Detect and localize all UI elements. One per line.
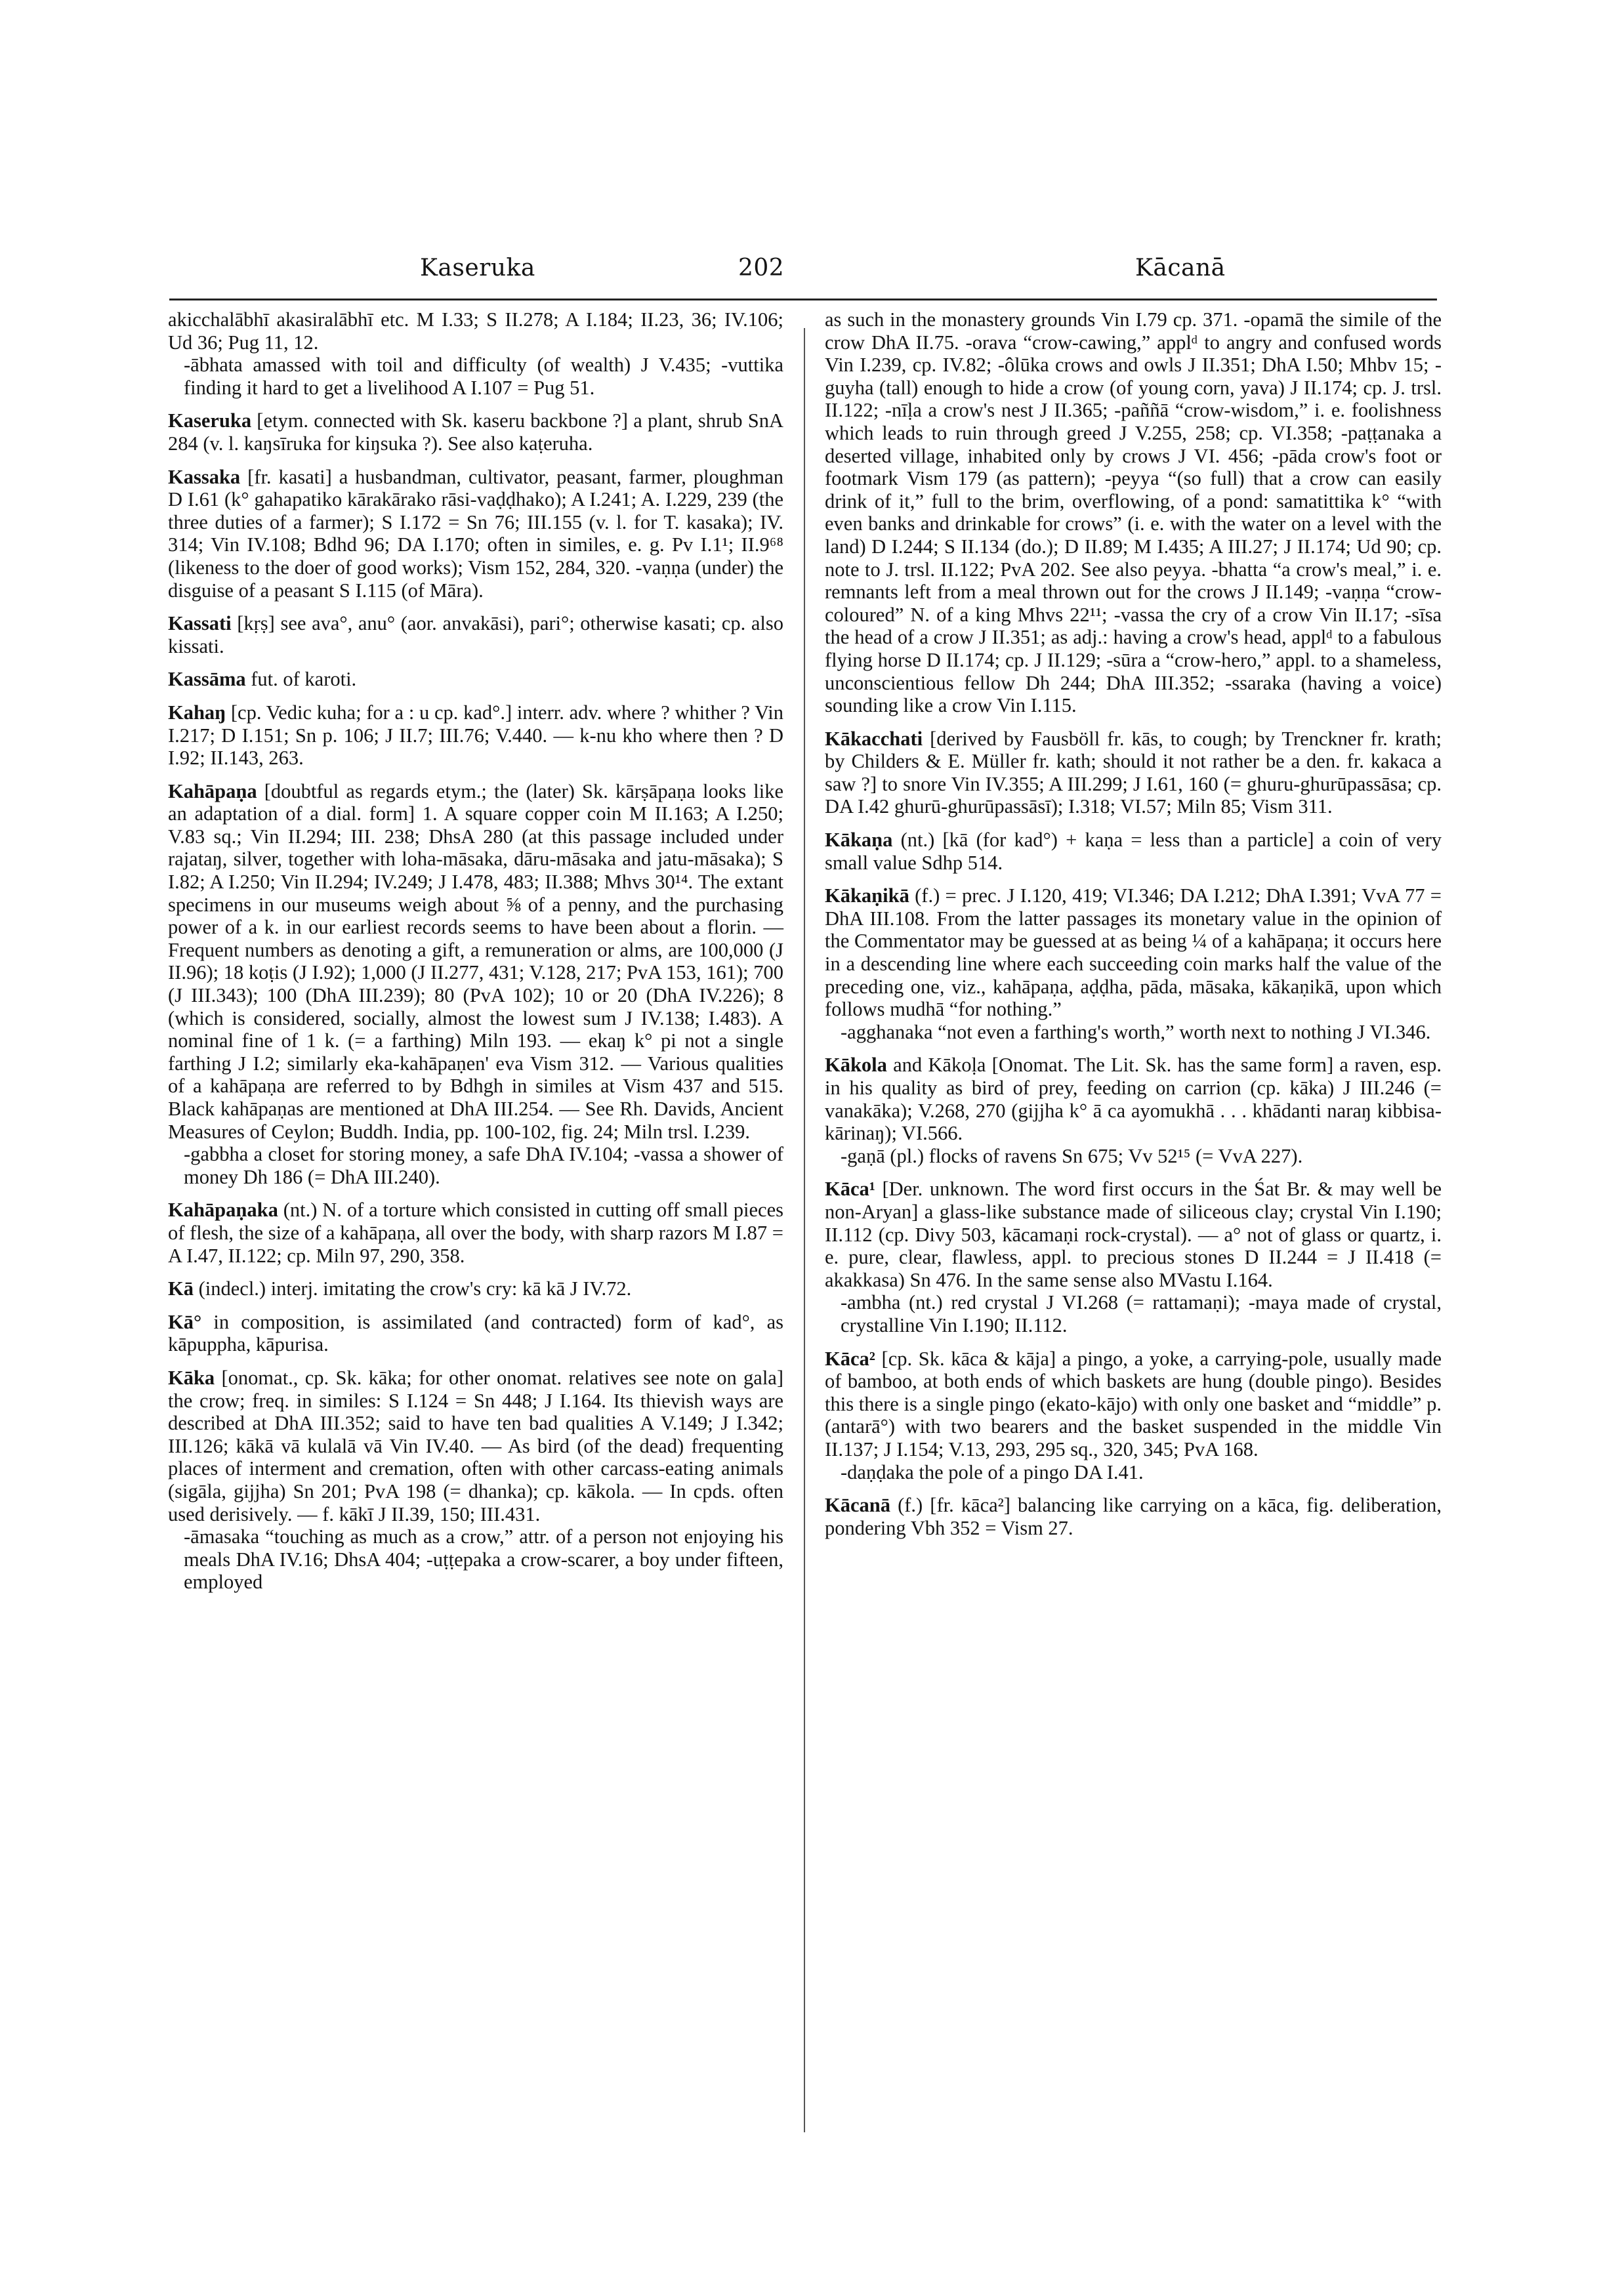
entry-continuation <box>168 1525 783 1594</box>
entry-text: fut. of karoti. <box>245 668 357 691</box>
entry-headword: Kāca² <box>825 1347 875 1370</box>
dictionary-entry <box>168 466 783 602</box>
entry-continuation <box>168 1143 783 1188</box>
entry-text: in composition, is assimilated (and contracted) form of kad°, as kāpuppha, kāpurisa. <box>168 1310 783 1356</box>
dictionary-entry <box>825 1494 1442 1539</box>
dictionary-entry <box>825 829 1442 874</box>
entry-continuation <box>825 1145 1442 1168</box>
entry-text: [cp. Vedic kuha; for a : u cp. kad°.] interr. adv. where ? whither ? Vin I.217; D I.151; Sn p. 106; J II.7; III.76; V.440. — k-nu kho where then ? D I.92; II.143, 263. <box>168 701 783 770</box>
entry-text: -gabbha a closet for storing money, a safe DhA IV.104; -vassa a shower of money Dh 186 (= DhA III.240). <box>184 1143 783 1188</box>
entry-text: (f.) = prec. J I.120, 419; VI.346; DA I.212; DhA I.391; VvA 77 = DhA III.108. From the latter passages its monetary value in the opinion of the Commentator may be guessed at as being ¼ of a kahāpaṇa; it occurs here in a descending line where each succeeding coin marks half the value of the preceding one, viz., kahāpaṇa, aḍḍha, pāda, māsaka, kākaṇikā, upon which follows mudhā “for nothing.” <box>825 884 1442 1021</box>
column-divider <box>804 328 805 2132</box>
entry-headword: Kācanā <box>825 1494 890 1517</box>
entry-text: -ābhata amassed with toil and difficulty (of wealth) J V.435; -vuttika finding it hard to get a livelihood A I.107 = Pug 51. <box>184 354 783 399</box>
dictionary-entry <box>168 1311 783 1356</box>
entry-headword: Kahāpaṇaka <box>168 1199 278 1222</box>
entry-text: [kṛṣ] see ava°, anu° (aor. anvakāsi), pari°; otherwise kasati; cp. also kissati. <box>168 612 783 657</box>
entry-text: as such in the monastery grounds Vin I.79 cp. 371. -opamā the simile of the crow DhA II.75. -orava “crow-cawing,” applᵈ to angry and confused words Vin I.239, cp. IV.82; -ôlūka crows and owls J II.351; DhA I.50; Mhbv 15; -guyha (tall) enough to hide a crow (of young corn, yava) J II.174; cp. J. trsl. II.122; -nīḷa a crow's nest J II.365; -paññā “crow-wisdom,” i. e. foolishness which leads to ruin through greed J V.255, 258; cp. VI.358; -paṭṭanaka a deserted village, inhabited only by crows J VI. 456; -pāda crow's foot or footmark Vism 179 (as pattern); -peyya “(so full) that a crow can easily drink of it,” full to the brim, overflowing, of a pond: samatittika k° “with even banks and drinkable for crows” (i. e. with the water on a level with the land) D I.244; S II.134 (do.); D II.89; M I.435; A III.27; J II.174; Ud 90; cp. note to J. trsl. II.122; PvA 202. See also peyya. -bhatta “a crow's meal,” i. e. remnants left from a meal thrown out for the crows J II.149; -vaṇṇa “crow-coloured” N. of a king Mhvs 22¹¹; -vassa the cry of a crow Vin II.17; -sīsa the head of a crow J II.351; as adj.: having a crow's head, applᵈ to a fabulous flying horse D II.174; cp. J II.129; -sūra a “crow-hero,” appl. to a shameless, unconscientious fellow Dh 244; DhA III.352; -ssaraka (having a voice) sounding like a crow Vin I.115. <box>825 308 1442 717</box>
entry-headword: Kākacchati <box>825 727 923 750</box>
entry-text: (indecl.) interj. imitating the crow's cry: kā kā J IV.72. <box>193 1277 632 1300</box>
entry-headword: Kākola <box>825 1054 887 1077</box>
dictionary-entry <box>168 1199 783 1267</box>
entry-continuation <box>825 1461 1442 1484</box>
dictionary-entry <box>825 1348 1442 1461</box>
header-rule <box>169 299 1437 300</box>
entry-headword: Kākaṇikā <box>825 884 909 907</box>
entry-continuation <box>825 1291 1442 1336</box>
entry-text: -agghanaka “not even a farthing's worth,” worth next to nothing J VI.346. <box>841 1020 1431 1043</box>
dictionary-entry <box>825 728 1442 818</box>
dictionary-entry <box>168 668 783 691</box>
dictionary-entry <box>168 612 783 657</box>
dictionary-entry <box>168 409 783 455</box>
dictionary-entry <box>825 1178 1442 1291</box>
entry-text: -daṇḍaka the pole of a pingo DA I.41. <box>841 1460 1144 1483</box>
entry-text: -ambha (nt.) red crystal J VI.268 (= rattamaṇi); -maya made of crystal, crystalline Vin I.190; II.112. <box>841 1291 1442 1336</box>
entry-text: (nt.) [kā (for kad°) + kaṇa = less than a particle] a coin of very small value Sdhp 514. <box>825 829 1442 874</box>
entry-text: and Kākoḷa [Onomat. The Lit. Sk. has the same form] a raven, esp. in his quality as bird of prey, feeding on carrion (cp. kāka) J III.246 (= vanakāka); V.268, 270 (gijjha k° ā ca ayomukhā . . . khādanti naraŋ kibbisa-kārinaŋ); VI.566. <box>825 1054 1442 1145</box>
dictionary-entry <box>168 1277 783 1300</box>
entry-text: (nt.) N. of a torture which consisted in cutting off small pieces of flesh, the size of a kahāpaṇa, all over the body, with sharp razors M I.87 = A I.47, II.122; cp. Miln 97, 290, 358. <box>168 1199 783 1267</box>
right-column <box>825 308 1442 1539</box>
entry-text: -gaṇā (pl.) flocks of ravens Sn 675; Vv 52¹⁵ (= VvA 227). <box>841 1144 1303 1167</box>
entry-headword: Kākaṇa <box>825 829 893 852</box>
dictionary-entry <box>168 780 783 1144</box>
entry-text: -āmasaka “touching as much as a crow,” attr. of a person not enjoying his meals DhA IV.16; DhsA 404; -uṭṭepaka a crow-scarer, a boy under fifteen, employed <box>184 1525 783 1594</box>
dictionary-entry <box>825 1054 1442 1144</box>
entry-continuation <box>825 1021 1442 1044</box>
entry-headword: Kahaŋ <box>168 701 226 724</box>
entry-text: [onomat., cp. Sk. kāka; for other onomat. relatives see note on gala] the crow; freq. in similes: S I.124 = Sn 448; J I.164. Its thievish ways are described at DhA III.352; said to have ten bad qualities A V.149; J I.342; III.126; kākā vā kulalā vā Vin IV.40. — As bird (of the dead) frequenting places of interment and cremation, often with other carcass-eating animals (sigāla, gijjha) Sn 201; PvA 198 (= dhanka); cp. kākola. — In cpds. often used derisively. — f. kākī J II.39, 150; III.431. <box>168 1366 783 1525</box>
entry-headword: Kahāpaṇa <box>168 779 257 802</box>
entry-headword: Kaseruka <box>168 409 252 432</box>
entry-text: [etym. connected with Sk. kaseru backbone ?] a plant, shrub SnA 284 (v. l. kaŋsīruka for kiŋsuka ?). See also kaṭeruha. <box>168 409 783 455</box>
entry-headword: Kāka <box>168 1366 215 1389</box>
dictionary-entry <box>825 884 1442 1021</box>
page-number: 202 <box>738 255 785 281</box>
entry-headword: Kassāma <box>168 668 246 691</box>
left-guide-word: Kaseruka <box>420 255 535 281</box>
entry-headword: Kassaka <box>168 465 241 488</box>
entry-headword: Kā° <box>168 1310 202 1333</box>
right-guide-word: Kācanā <box>1135 255 1226 281</box>
left-column <box>168 308 783 1594</box>
entry-text: [doubtful as regards etym.; the (later) Sk. kārṣāpaṇa looks like an adaptation of a dial. form] 1. A square copper coin M II.163; A I.250; V.83 sq.; Vin II.294; III. 238; DhsA 280 (at this passage included under rajataŋ, silver, together with loha-māsaka, dāru-māsaka and jatu-māsaka); S I.82; A I.250; Vin II.294; IV.249; J I.478, 483; II.388; Mhvs 30¹⁴. The extant specimens in our museums weigh about ⅝ of a penny, and the purchasing power of a k. in our earliest records seems to have been about a florin. — Frequent numbers as denoting a gift, a remuneration or alms, are 100,000 (J II.96); 18 koṭis (J I.92); 1,000 (J II.277, 431; V.128, 217; PvA 153, 161); 700 (J III.343); 100 (DhA III.239); 80 (PvA 102); 10 or 20 (DhA IV.226); 8 (which is considered, socially, almost the lowest sum J IV.138; I.483). A nominal fine of 1 k. (= a farthing) Miln 193. — ekaŋ k° pi not a single farthing J I.2; similarly eka-kahāpaṇen' eva Vism 312. — Various qualities of a kahāpaṇa are referred to by Bdhgh in similes at Vism 437 and 515. Black kahāpaṇas are mentioned at DhA III.254. — See Rh. Davids, Ancient Measures of Ceylon; Buddh. India, pp. 100-102, fig. 24; Miln trsl. I.239. <box>168 779 783 1143</box>
entry-headword: Kassati <box>168 612 232 635</box>
dictionary-entry <box>168 1367 783 1525</box>
entry-continuation <box>168 354 783 399</box>
entry-continuation <box>168 308 783 354</box>
entry-text: akicchalābhī akasiralābhī etc. M I.33; S II.278; A I.184; II.23, 36; IV.106; Ud 36; Pug 11, 12. <box>168 308 783 354</box>
entry-text: [fr. kasati] a husbandman, cultivator, peasant, farmer, ploughman D I.61 (k° gahapatiko kārakārako rāsi-vaḍḍhako); A I.241; A. I.229, 239 (the three duties of a farmer); S I.172 = Sn 76; III.155 (v. l. for T. kasaka); IV. 314; Vin IV.108; Bdhd 96; DA I.170; often in similes, e. g. Pv I.1¹; II.9⁶⁸ (likeness to the doer of good works); Vism 152, 284, 320. -vaṇṇa (under) the disguise of a peasant S I.115 (of Māra). <box>168 465 783 602</box>
entry-headword: Kā <box>168 1277 194 1300</box>
dictionary-entry <box>168 701 783 770</box>
entry-headword: Kāca¹ <box>825 1178 875 1201</box>
entry-text: [cp. Sk. kāca & kāja] a pingo, a yoke, a carrying-pole, usually made of bamboo, at both ends of which baskets are hung (double pingo). Besides this there is a single pingo (ekato-kājo) with only one basket and “middle” p. (antarā°) with two bearers and the basket suspended in the middle Vin II.137; J I.154; V.13, 293, 295 sq., 320, 345; PvA 168. <box>825 1347 1442 1460</box>
entry-continuation <box>825 308 1442 717</box>
entry-text: [derived by Fausböll fr. kās, to cough; by Trenckner fr. krath; by Childers & E. Müller fr. kath; should it not rather be a den. fr. kakaca a saw ?] to snore Vin IV.355; A III.299; J I.61, 160 (= ghuru-ghurūpassāsa; cp. DA I.42 ghurū-ghurūpassāsī); I.318; VI.57; Miln 85; Vism 311. <box>825 727 1442 818</box>
entry-text: (f.) [fr. kāca²] balancing like carrying on a kāca, fig. deliberation, pondering Vbh 352 = Vism 27. <box>825 1494 1442 1539</box>
entry-text: [Der. unknown. The word first occurs in the Śat Br. & may well be non-Aryan] a glass-like substance made of siliceous clay; crystal Vin I.190; II.112 (cp. Divy 503, kācamaṇi rock-crystal). — a° not of glass or quartz, i. e. pure, clear, flawless, appl. to precious stones D II.244 = J II.418 (= akakkasa) Sn 476. In the same sense also MVastu I.164. <box>825 1178 1442 1291</box>
